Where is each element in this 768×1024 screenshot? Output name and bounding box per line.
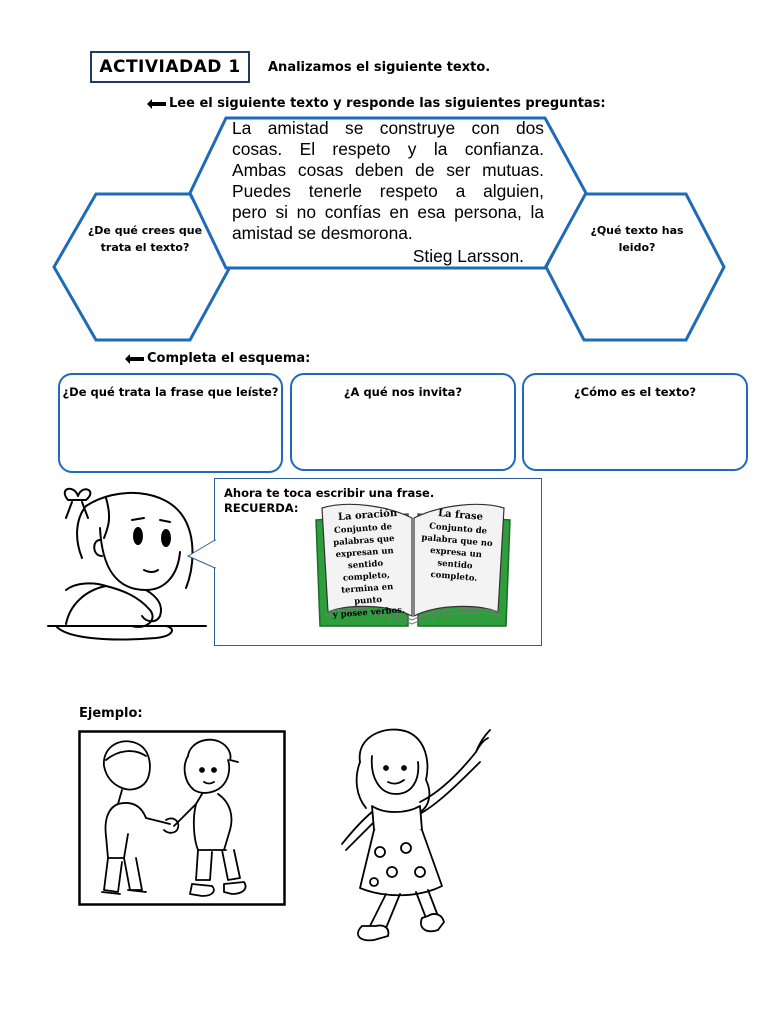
book-right-definition bbox=[414, 520, 499, 587]
quote-line: Puedes tenerle respeto a alguien, bbox=[232, 181, 544, 201]
quote-text bbox=[232, 118, 544, 244]
quote-line: cosas. El respeto y la confianza. bbox=[232, 139, 544, 159]
scheme-instruction: Completa el esquema: bbox=[147, 351, 311, 366]
boys-handshake-illustration bbox=[78, 730, 286, 906]
scheme-box-text-type[interactable] bbox=[522, 373, 748, 471]
book-right-title: La frase bbox=[437, 508, 484, 523]
activity-subtitle: Analizamos el siguiente texto. bbox=[268, 60, 491, 75]
book-right-line: sentido bbox=[437, 558, 473, 572]
speech-pointer bbox=[186, 538, 218, 578]
book-left-line: y posee verbos. bbox=[332, 605, 406, 621]
book-left-line: Conjunto de bbox=[333, 522, 393, 537]
book-right-line: completo. bbox=[430, 569, 478, 584]
book-left-definition bbox=[323, 520, 410, 621]
example-label: Ejemplo: bbox=[79, 706, 143, 721]
scheme-box-topic[interactable] bbox=[58, 373, 283, 473]
scheme-question: ¿Cómo es el texto? bbox=[573, 385, 697, 399]
book-right-line: palabra que no bbox=[421, 532, 494, 550]
quote-line: pero si no confías en esa persona, la bbox=[232, 202, 544, 222]
book-left-line: expresan un bbox=[335, 546, 395, 561]
quote-author: Stieg Larsson. bbox=[412, 246, 524, 266]
book-left-line: palabras que bbox=[332, 533, 395, 549]
left-hexagon-question bbox=[80, 222, 210, 256]
writing-prompt: Ahora te toca escribir una frase. bbox=[224, 486, 435, 500]
book-right-line: Conjunto de bbox=[428, 521, 488, 537]
right-question-line: ¿Qué texto has bbox=[590, 224, 684, 237]
arrow-icon bbox=[130, 357, 144, 361]
reading-instruction: Lee el siguiente texto y responde las siguientes preguntas: bbox=[169, 96, 606, 111]
scheme-question: ¿De qué trata la frase que leíste? bbox=[62, 385, 279, 399]
book-left-title: La oración bbox=[337, 507, 398, 524]
left-question-line: trata el texto? bbox=[100, 241, 190, 254]
quote-line: amistad se desmorona. bbox=[232, 223, 413, 243]
scheme-question: ¿A qué nos invita? bbox=[343, 385, 463, 399]
book-right-line: expresa un bbox=[429, 545, 483, 561]
left-question-line: ¿De qué crees que bbox=[87, 224, 203, 237]
scheme-box-invites[interactable] bbox=[290, 373, 516, 471]
quote-line: La amistad se construye con dos bbox=[232, 118, 544, 138]
writing-remember: RECUERDA: bbox=[224, 501, 299, 515]
book-left-line: sentido completo, bbox=[342, 558, 391, 584]
right-hexagon-question bbox=[572, 222, 702, 256]
activity-title: ACTIVIADAD 1 bbox=[90, 51, 250, 83]
scheme-instruction-row bbox=[130, 351, 310, 366]
quote-line: Ambas cosas deben de ser mutuas. bbox=[232, 160, 544, 180]
right-question-line: leido? bbox=[618, 241, 656, 254]
book-left-line: termina en punto bbox=[340, 582, 394, 607]
waving-girl-illustration bbox=[330, 722, 492, 946]
